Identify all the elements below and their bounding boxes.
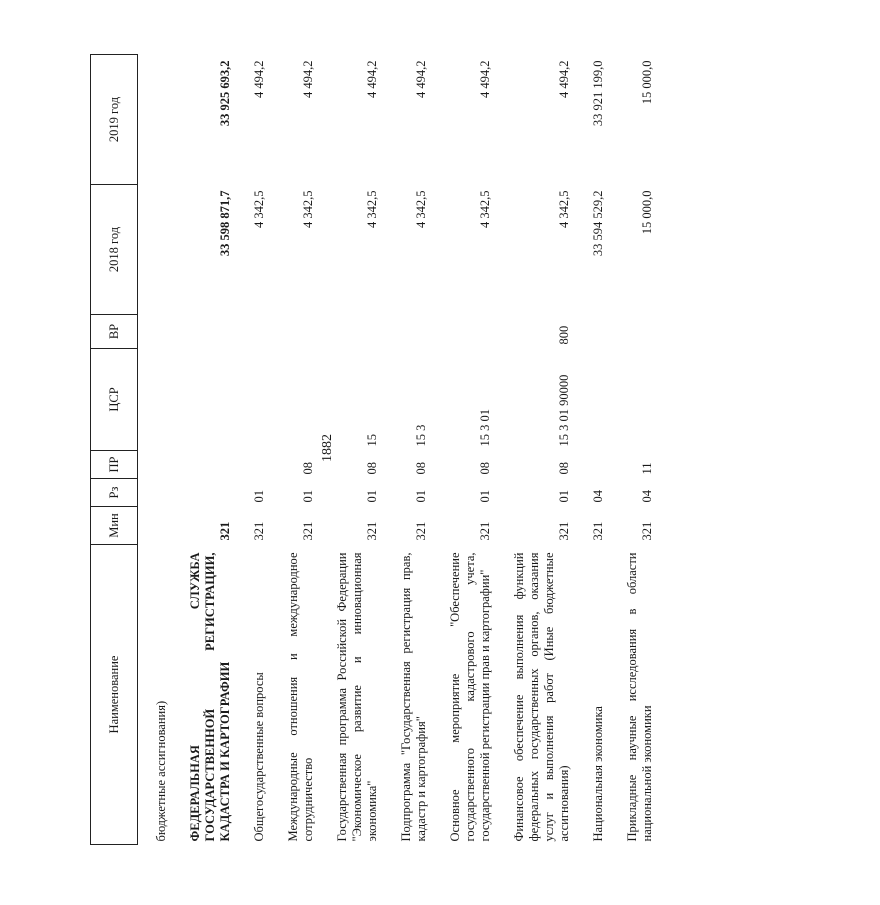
cell-vr bbox=[432, 315, 496, 349]
cell-2019: 4 494,2 bbox=[301, 60, 315, 98]
cell-pr: 08 bbox=[365, 462, 379, 475]
cell-csr bbox=[575, 349, 609, 451]
cell-csr bbox=[270, 349, 319, 451]
cell-2018: 4 342,5 bbox=[365, 190, 379, 228]
cell-min: 321 bbox=[218, 521, 232, 541]
cell-min: 321 bbox=[414, 521, 428, 541]
header-pr: ПР bbox=[91, 451, 138, 479]
cell-vr bbox=[319, 315, 383, 349]
cell-2019: 4 494,2 bbox=[557, 60, 571, 98]
cell-2018: 4 342,5 bbox=[252, 190, 266, 228]
cell-vr bbox=[575, 315, 609, 349]
cell-rz bbox=[172, 479, 236, 507]
cell-pr bbox=[172, 451, 236, 479]
cell-vr: 800 bbox=[557, 325, 571, 345]
cell-2019: 4 494,2 bbox=[252, 60, 266, 98]
cell-rz: 04 bbox=[640, 490, 654, 503]
cell-2019: 33 921 199,0 bbox=[591, 60, 605, 127]
page-number: 1882 bbox=[320, 434, 335, 462]
cell-pr bbox=[138, 451, 173, 479]
header-2019: 2019 год bbox=[91, 55, 138, 185]
document-page bbox=[90, 55, 880, 842]
cell-2018: 4 342,5 bbox=[557, 190, 571, 228]
cell-name: ФЕДЕРАЛЬНАЯ СЛУЖБА ГОСУДАРСТВЕННОЙ РЕГИСТРАЦИИ, КАДАСТРА И КАРТОГРАФИИ bbox=[188, 552, 232, 842]
cell-min: 321 bbox=[365, 521, 379, 541]
cell-2018: 4 342,5 bbox=[414, 190, 428, 228]
header-vr: ВР bbox=[91, 315, 138, 349]
cell-pr: 08 bbox=[301, 462, 315, 475]
cell-2019: 4 494,2 bbox=[365, 60, 379, 98]
cell-vr bbox=[236, 315, 270, 349]
table-body bbox=[138, 55, 659, 845]
table-row bbox=[236, 55, 270, 845]
cell-min: 321 bbox=[591, 521, 605, 541]
cell-pr: 08 bbox=[414, 462, 428, 475]
cell-rz: 01 bbox=[478, 490, 492, 503]
header-2018: 2018 год bbox=[91, 185, 138, 315]
cell-2019 bbox=[138, 55, 173, 185]
rotated-table-frame bbox=[90, 55, 654, 845]
cell-min: 321 bbox=[252, 521, 266, 541]
cell-2018: 33 594 529,2 bbox=[591, 190, 605, 257]
header-csr: ЦСР bbox=[91, 349, 138, 451]
cell-min: 321 bbox=[301, 521, 315, 541]
table-row bbox=[270, 55, 319, 845]
table-row bbox=[432, 55, 496, 845]
cell-2018: 4 342,5 bbox=[301, 190, 315, 228]
cell-vr bbox=[138, 315, 173, 349]
cell-2019: 15 000,0 bbox=[640, 60, 654, 105]
cell-name: Общегосударственные вопросы bbox=[252, 672, 266, 842]
cell-rz: 01 bbox=[301, 490, 315, 503]
cell-name: Финансовое обеспечение выполнения функций федеральных государственных органов, оказания услуг и выполнения работ (Иные бюджетные ассигнования) bbox=[512, 552, 571, 842]
table-row bbox=[496, 55, 575, 845]
cell-min: 321 bbox=[557, 521, 571, 541]
cell-vr bbox=[383, 315, 432, 349]
cell-csr: 15 3 bbox=[414, 424, 428, 447]
cell-min: 321 bbox=[478, 521, 492, 541]
cell-name: Основное мероприятие "Обеспечение государственного кадастрового учета, государственной регистрации прав и картографии" bbox=[448, 552, 492, 842]
cell-csr bbox=[172, 349, 236, 451]
cell-name: Государственная программа Российской Федерации "Экономическое развитие и инновационная экономика" bbox=[335, 552, 379, 842]
cell-pr: 11 bbox=[640, 462, 654, 475]
table-row bbox=[609, 55, 658, 845]
table-row bbox=[575, 55, 609, 845]
cell-name: Прикладные научные исследования в области национальной экономики bbox=[625, 552, 654, 842]
header-name: Наименование bbox=[91, 545, 138, 845]
cell-vr bbox=[270, 315, 319, 349]
cell-pr: 08 bbox=[557, 462, 571, 475]
cell-csr bbox=[138, 349, 173, 451]
cell-rz: 01 bbox=[557, 490, 571, 503]
header-min: Мин bbox=[91, 507, 138, 545]
cell-2018: 4 342,5 bbox=[478, 190, 492, 228]
cell-name: Подпрограмма "Государственная регистрация прав, кадастр и картография" bbox=[399, 552, 428, 842]
cell-rz bbox=[138, 479, 173, 507]
cell-2019: 4 494,2 bbox=[478, 60, 492, 98]
cell-pr bbox=[575, 451, 609, 479]
cell-2018 bbox=[138, 185, 173, 315]
cell-rz: 01 bbox=[414, 490, 428, 503]
cell-csr: 15 3 01 90000 bbox=[557, 374, 571, 447]
cell-vr bbox=[609, 315, 658, 349]
cell-2019: 4 494,2 bbox=[414, 60, 428, 98]
cell-vr bbox=[172, 315, 236, 349]
cell-2018: 33 598 871,7 bbox=[218, 190, 232, 257]
cell-name: Международные отношения и международное сотрудничество bbox=[286, 552, 315, 842]
cell-csr: 15 bbox=[365, 434, 379, 447]
cell-csr bbox=[609, 349, 658, 451]
table-row bbox=[319, 55, 383, 845]
table-row bbox=[172, 55, 236, 845]
cell-min bbox=[138, 507, 173, 545]
cell-pr: 08 bbox=[478, 462, 492, 475]
cell-min: 321 bbox=[640, 521, 654, 541]
header-rz: Рз bbox=[91, 479, 138, 507]
table-header bbox=[91, 55, 138, 845]
cell-name: Национальная экономика bbox=[591, 706, 605, 842]
cell-csr bbox=[236, 349, 270, 451]
table-row bbox=[383, 55, 432, 845]
budget-table bbox=[90, 54, 658, 845]
cell-2018: 15 000,0 bbox=[640, 190, 654, 235]
cell-rz: 01 bbox=[252, 490, 266, 503]
cell-rz: 04 bbox=[591, 490, 605, 503]
cell-pr bbox=[236, 451, 270, 479]
cell-2019: 33 925 693,2 bbox=[218, 60, 232, 127]
cell-rz: 01 bbox=[365, 490, 379, 503]
cell-csr: 15 3 01 bbox=[478, 409, 492, 447]
cell-name: бюджетные ассигнования) bbox=[154, 700, 168, 842]
table-row bbox=[138, 55, 173, 845]
